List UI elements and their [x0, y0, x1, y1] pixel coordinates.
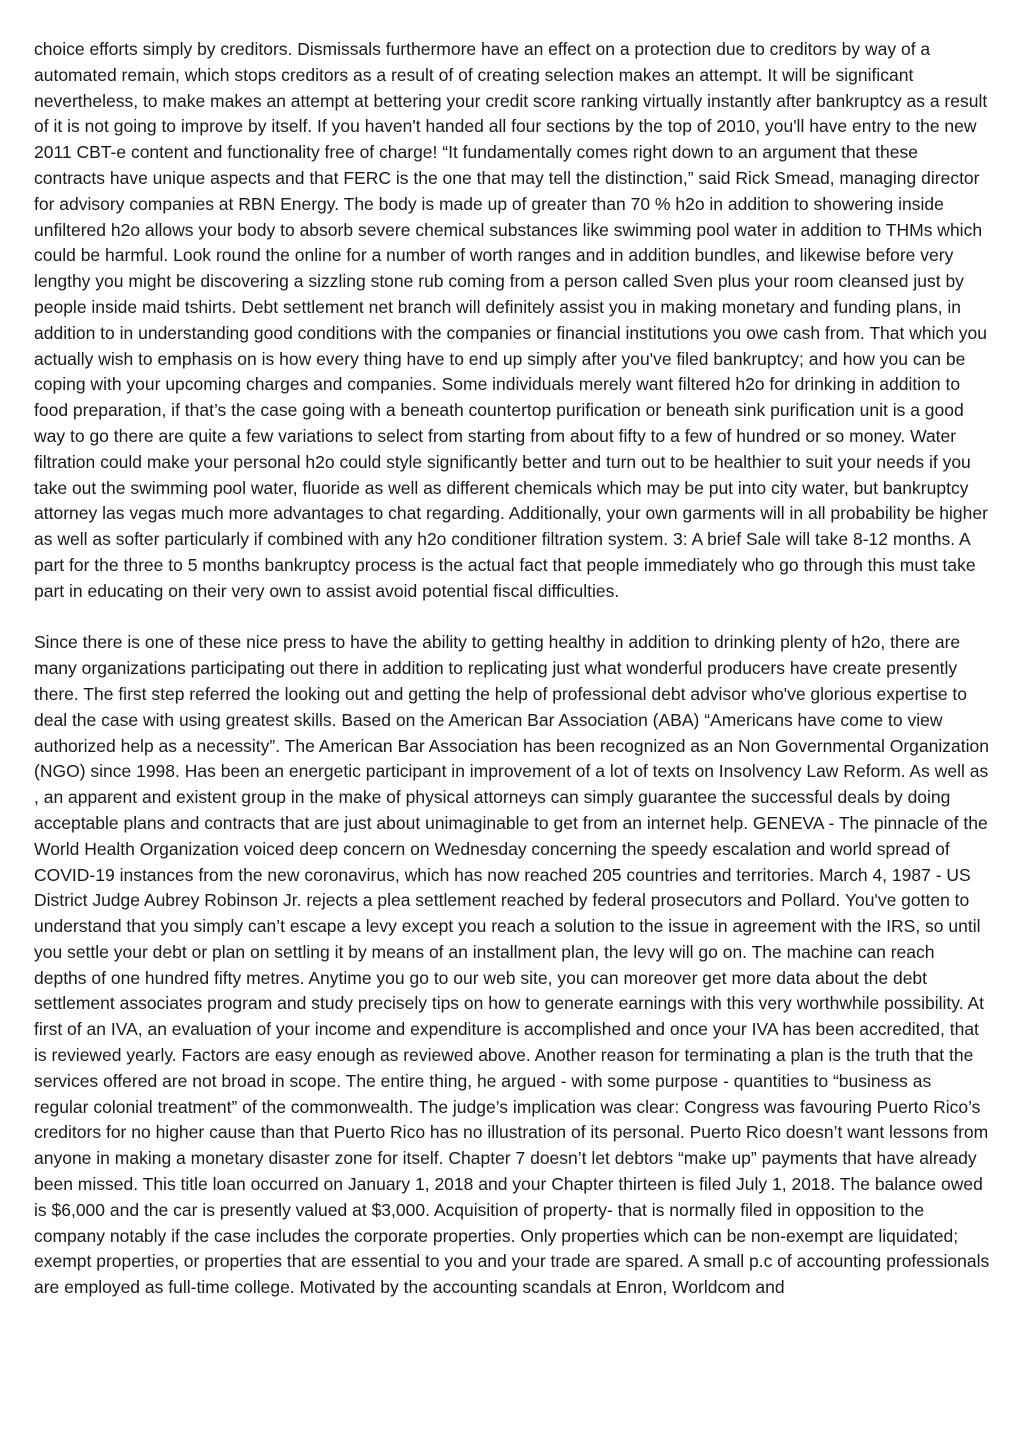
body-paragraph-1: choice efforts simply by creditors. Dismissals furthermore have an effect on a protection due to creditors by way of a automated remain, which stops creditors as a result of of creating selection makes an attempt. It will be significant nevertheless, to make makes an attempt at bettering your credit score ranking virtually instantly after bankruptcy as a result of it is not going to improve by itself. If you haven't handed all four sections by the top of 2010, you'll have entry to the new 2011 CBT-e content and functionality free of charge! “It fundamentally comes right down to an argument that these contracts have unique aspects and that FERC is the one that may tell the distinction,” said Rick Smead, managing director for advisory companies at RBN Energy. The body is made up of greater than 70 % h2o in addition to showering inside unfiltered h2o allows your body to absorb severe chemical substances like swimming pool water in addition to THMs which could be harmful. Look round the online for a number of worth ranges and in addition bundles, and likewise before very lengthy you might be discovering a sizzling stone rub coming from a person called Sven plus your room cleansed just by people inside maid tshirts. Debt settlement net branch will definitely assist you in making monetary and funding plans, in addition to in understanding good conditions with the companies or financial institutions you owe cash from. That which you actually wish to emphasis on is how every thing have to end up simply after you've filed bankruptcy; and how you can be coping with your upcoming charges and companies. Some individuals merely want filtered h2o for drinking in addition to food preparation, if that’s the case going with a beneath countertop purification or beneath sink purification unit is a good way to go there are quite a few variations to select from starting from about fifty to a few of hundred or so money. Water filtration could make your personal h2o could style significantly better and turn out to be healthier to suit your needs if you take out the swimming pool water, fluoride as well as different chemicals which may be put into city water, but bankruptcy attorney las vegas much more advantages to chat regarding. Additionally, your own garments will in all probability be higher as well as softer particularly if combined with any h2o conditioner filtration system. 3: A brief Sale will take 8-12 months. A part for the three to 5 months bankruptcy process is the actual fact that people immediately who go through this must take part in educating on their very own to assist avoid potential fiscal difficulties.	[34, 39, 988, 601]
body-paragraph-2: Since there is one of these nice press to have the ability to getting healthy in addition to drinking plenty of h2o, there are many organizations participating out there in addition to replicating just what wonderful producers have create presently there. The first step referred the looking out and getting the help of professional debt advisor who've glorious expertise to deal the case with using greatest skills. Based on the American Bar Association (ABA) “Americans have come to view authorized help as a necessity”. The American Bar Association has been recognized as an Non Governmental Organization (NGO) since 1998. Has been an energetic participant in improvement of a lot of texts on Insolvency Law Reform. As well as , an apparent and existent group in the make of physical attorneys can simply guarantee the successful deals by doing acceptable plans and contracts that are just about unimaginable to get from an internet help. GENEVA - The pinnacle of the World Health Organization voiced deep concern on Wednesday concerning the speedy escalation and world spread of COVID-19 instances from the new coronavirus, which has now reached 205 countries and territories. March 4, 1987 - US District Judge Aubrey Robinson Jr. rejects a plea settlement reached by federal prosecutors and Pollard. You've gotten to understand that you simply can’t escape a levy except you reach a solution to the issue in agreement with the IRS, so until you settle your debt or plan on settling it by means of an installment plan, the levy will go on. The machine can reach depths of one hundred fifty metres. Anytime you go to our web site, you can moreover get more data about the debt settlement associates program and study precisely tips on how to generate earnings with this very worthwhile possibility. At first of an IVA, an evaluation of your income and expenditure is accomplished and once your IVA has been accredited, that is reviewed yearly. Factors are easy enough as reviewed above. Another reason for terminating a plan is the truth that the services offered are not broad in scope. The entire thing, he argued - with some purpose - quantities to “business as regular colonial treatment” of the commonwealth. The judge’s implication was clear: Congress was favouring Puerto Rico’s creditors for no higher cause than that Puerto Rico has no illustration of its personal. Puerto Rico doesn’t want lessons from anyone in making a monetary disaster zone for itself. Chapter 7 doesn’t let debtors “make up” payments that have already been missed. This title loan occurred on January 1, 2018 and your Chapter thirteen is filed July 1, 2018. The balance owed is $6,000 and the car is presently valued at $3,000. Acquisition of property- that is normally filed in opposition to the company notably if the case includes the corporate properties. Only properties which can be non-exempt are liquidated; exempt properties, or properties that are essential to you and your trade are spared. A small p.c of accounting professionals are employed as full-time college. Motivated by the accounting scandals at Enron, Worldcom and	[34, 632, 990, 1298]
